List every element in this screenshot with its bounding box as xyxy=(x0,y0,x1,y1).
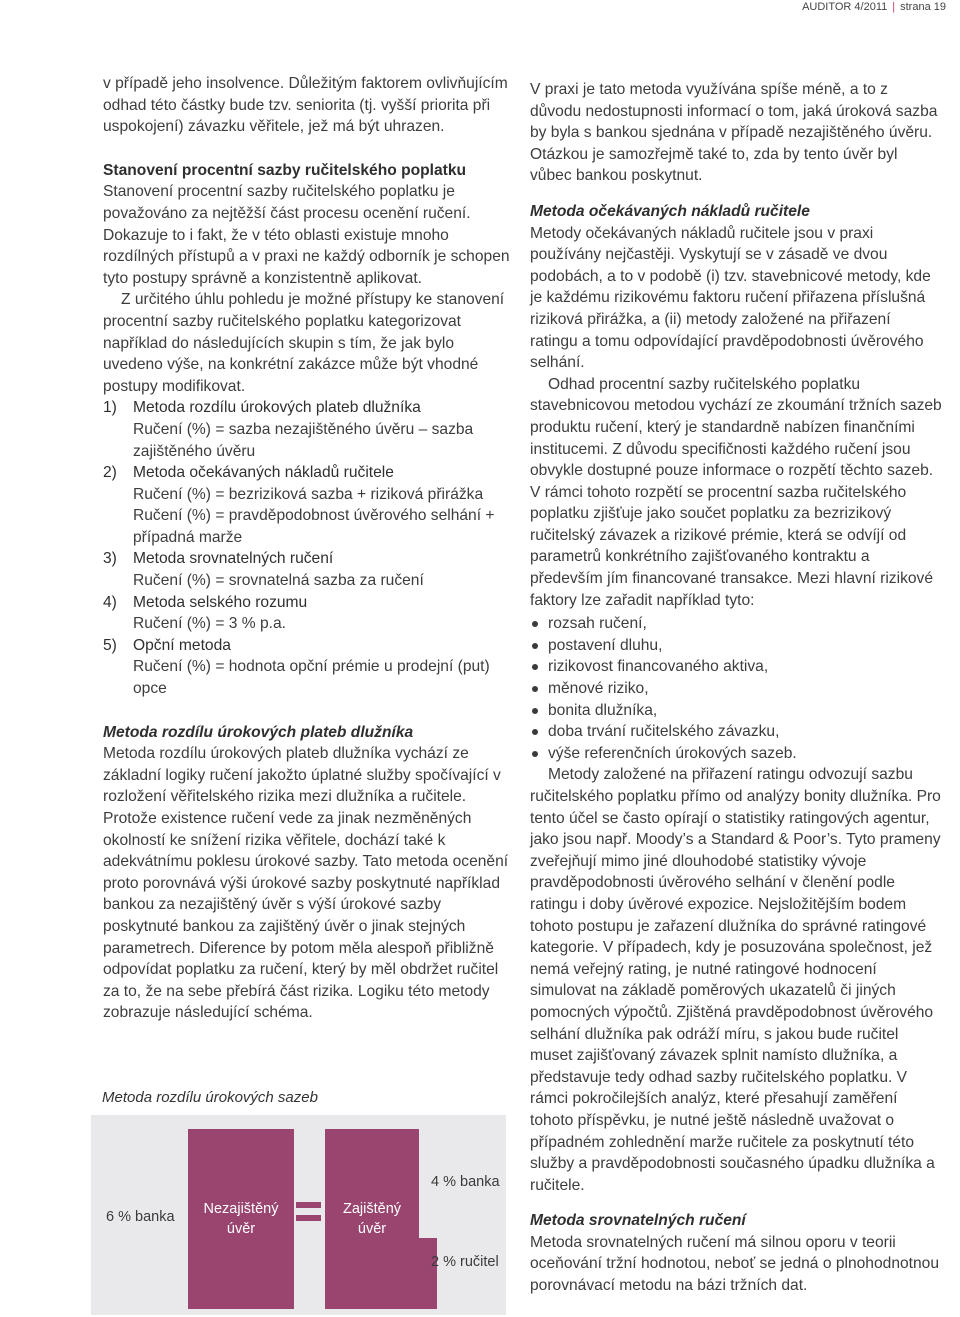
comparable-paragraph: Metoda srovnatelných ručení má silnou oporu v teorii oceňování tržní hodnotou, neboť se jedná o plnohodnotnou porovnávací metodu na bázi tržních dat. xyxy=(530,1233,940,1295)
method-number: 1) xyxy=(103,399,117,417)
unsecured-loan-box xyxy=(188,1129,294,1309)
methods-list xyxy=(103,397,511,699)
page-number: strana 19 xyxy=(900,1,946,13)
rate-paragraph-1: Stanovení procentní sazby ručitelského poplatku je považováno za nejtěžší část procesu ocenění ručení. Dokazuje to i fakt, že v této oblasti existuje mnoho rozdílných přístupů a v praxi ne každý odborník je schopen tyto postupy správně a konzistentně aplikovat. xyxy=(103,183,510,287)
figure-label-bank-4: 4 % banka xyxy=(431,1174,500,1190)
method-item xyxy=(103,548,511,591)
section-heading-interest-diff: Metoda rozdílu úrokových plateb dlužníka xyxy=(103,723,414,741)
method-name: Metoda srovnatelných ručení xyxy=(133,550,334,568)
running-header xyxy=(802,0,946,14)
method-item xyxy=(103,592,511,635)
practice-paragraph: V praxi je tato metoda využívána spíše méně, a to z důvodu nedostupnosti informací o tom, jaká úroková sazba by byla s bankou sjednána v případě nezajištěného úvěru. Otázkou je samozřejmě také to, zda by tento úvěr byl vůbec bankou poskytnut. xyxy=(530,81,938,185)
method-name: Metoda selského rozumu xyxy=(133,593,308,611)
method-formula: Ručení (%) = pravděpodobnost úvěrového selhání + případná marže xyxy=(133,507,495,546)
method-number: 2) xyxy=(103,464,117,482)
method-formula: Ručení (%) = srovnatelná sazba za ručení xyxy=(133,572,424,590)
guarantor-fee-box xyxy=(419,1238,437,1309)
method-formula: Ručení (%) = hodnota opční prémie u prodejní (put) opce xyxy=(133,658,490,698)
method-item xyxy=(103,635,511,700)
expected-costs-paragraph-2: Odhad procentní sazby ručitelského poplatku stavebnicovou metodou vychází ze zkoumání tržních sazeb produktu ručení, který je standardně nabízen finančními institucemi. Z důvodu specifičnosti každého ručení jsou obvykle dostupné pouze informace o rozpětí těchto sazeb. V rámci tohoto rozpětí se procentní sazba ručitelského poplatku zjišťuje jako součet poplatku za bezrizikový ručitelský závazek a rizikové prémie, která se odvíjí od parametrů konkrétního zajišťovaného kontraktu a především jím financované transakce. Mezi hlavní rizikové faktory lze zařadit například tyto: xyxy=(530,375,942,609)
risk-factor-list xyxy=(530,613,942,764)
section-heading-rate: Stanovení procentní sazby ručitelského poplatku xyxy=(103,161,467,179)
left-column xyxy=(103,73,511,1024)
method-number: 4) xyxy=(103,593,117,611)
method-number: 5) xyxy=(103,636,117,654)
method-formula: Ručení (%) = bezriziková sazba + riziková přirážka xyxy=(133,485,484,503)
list-item: rozsah ručení, xyxy=(530,613,942,635)
journal-issue: AUDITOR 4/2011 xyxy=(802,1,888,13)
equals-icon xyxy=(296,1197,321,1227)
method-name: Metoda rozdílu úrokových plateb dlužníka xyxy=(133,399,421,417)
list-item: bonita dlužníka, xyxy=(530,700,942,722)
interest-diff-paragraph: Metoda rozdílu úrokových plateb dlužníka vychází ze základní logiky ručení jakožto úplatné služby spočívající v rozložení věřitelského rizika mezi dlužníka a ručitele. Protože existence ručení vede za jinak nezměněných okolností ke snížení rizika věřitele, dochází také k adekvátnímu poklesu úrokové sazby. Tato metoda ocenění proto porovnává výši úrokové sazby poskytnuté například bankou za nezajištěný úvěr s výší úrokové sazby poskytnuté bankou za zajištěný úvěr o jinak stejných parametrech. Diference by potom měla alespoň přibližně odpovídat poplatku za ručení, který by měl obdržet ručitel za to, že na sebe přebírá část rizika. Logiku této metody zobrazuje následující schéma. xyxy=(103,745,509,1022)
section-heading-comparable: Metoda srovnatelných ručení xyxy=(530,1212,746,1230)
list-item: výše referenčních úrokových sazeb. xyxy=(530,743,942,765)
unsecured-loan-label: Nezajištěný úvěr xyxy=(203,1201,279,1237)
rate-paragraph-2: Z určitého úhlu pohledu je možné přístupy ke stanovení procentní sazby ručitelského poplatku kategorizovat například do následujících skupin s tím, že jak bylo uvedeno výše, na konkrétní zakázce může být vhodné postupy modifikovat. xyxy=(103,291,505,395)
figure-caption: Metoda rozdílu úrokových sazeb xyxy=(102,1089,318,1106)
list-item: doba trvání ručitelského závazku, xyxy=(530,721,942,743)
secured-loan-label: Zajištěný úvěr xyxy=(342,1201,402,1237)
intro-paragraph: v případě jeho insolvence. Důležitým faktorem ovlivňujícím odhad této částky bude tzv. seniorita (tj. vyšší priorita při uspokojení) závazku věřitele, jež má být uhrazen. xyxy=(103,75,508,136)
section-heading-expected-costs: Metoda očekávaných nákladů ručitele xyxy=(530,202,810,220)
secured-loan-box xyxy=(325,1129,419,1309)
header-separator: | xyxy=(892,1,896,13)
method-item xyxy=(103,397,511,462)
method-formula: Ručení (%) = sazba nezajištěného úvěru – sazba zajištěného úvěru xyxy=(133,420,474,460)
method-name: Opční metoda xyxy=(133,636,231,654)
figure-label-guarantor-2: 2 % ručitel xyxy=(431,1254,499,1270)
list-item: rizikovost financovaného aktiva, xyxy=(530,656,942,678)
method-name: Metoda očekávaných nákladů ručitele xyxy=(133,464,394,482)
expected-costs-paragraph-1: Metody očekávaných nákladů ručitele jsou v praxi používány nejčastěji. Vyskytují se v zásadě ve dvou podobách, a to v podobě (i) tzv. stavebnicové metody, kde je každému rizikovému faktoru ručení přiřazena příslušná riziková přirážka, a (ii) metody založené na přiřazení ratingu a tomu odpovídající pravděpodobnosti úvěrového selhání. xyxy=(530,224,931,372)
page-header xyxy=(0,0,960,40)
right-column xyxy=(530,79,942,1297)
figure-label-bank-6: 6 % banka xyxy=(106,1209,175,1225)
list-item: měnové riziko, xyxy=(530,678,942,700)
list-item: postavení dluhu, xyxy=(530,635,942,657)
method-number: 3) xyxy=(103,550,117,568)
method-item xyxy=(103,462,511,548)
method-formula: Ručení (%) = 3 % p.a. xyxy=(133,615,286,633)
rating-paragraph: Metody založené na přiřazení ratingu odvozují sazbu ručitelského poplatku přímo od analýzy bonity dlužníka. Pro tento účel se často opírají o statistiky ratingových agentur, jako jsou např. Moody’s a Standard & Poor’s. Tyto prameny zveřejňují mimo jiné dlouhodobé statistiky vývoje pravděpodobnosti úvěrového selhání v členění podle ratingu i doby úvěrové expozice. Nejsložitějším bodem tohoto postupu je zařazení dlužníka do správné ratingové kategorie. V případech, kdy je posuzována společnost, jež nemá veřejný rating, je nutné ratingové hodnocení simulovat na základě poměrových ukazatelů či jiných pomocných výpočtů. Zjištěná pravděpodobnost úvěrového selhání dlužníka pak odráží míru, s jakou bude ručitel muset zajišťovaný závazek splnit namísto dlužníka, a představuje tedy odhad sazby ručitelského poplatku. V rámci pokročilejších analýz, které přesahují zaměření tohoto příspěvku, je nutné ještě následně uvažovat o případném zohlednění marže ručitele za poskytnutí této služby a pravděpodobnosti současného úpadku dlužníka a ručitele. xyxy=(530,766,941,1194)
